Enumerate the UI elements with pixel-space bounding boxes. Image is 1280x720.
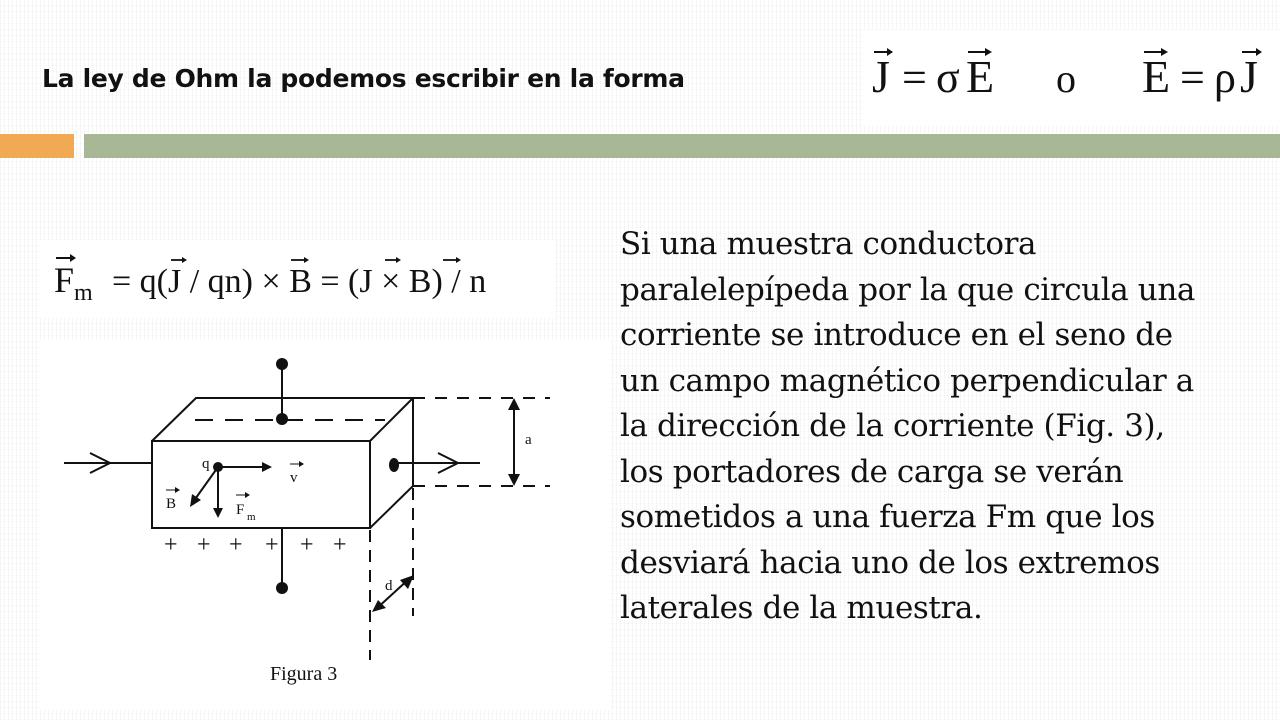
paragraph-line: desviará hacia uno de los extremos	[620, 544, 1160, 581]
vector-j2-term	[1240, 48, 1262, 102]
field-label-group	[166, 487, 180, 512]
force-letter: F	[54, 260, 75, 300]
accent-bar-orange	[0, 134, 74, 158]
top-contact-dot	[276, 413, 288, 425]
paragraph-line: corriente se introduce en el seno de	[620, 317, 1173, 353]
paragraph-line: paralelepípeda por la que circula una	[620, 271, 1196, 308]
vector-f-term	[54, 254, 93, 306]
vector-e2-term	[1142, 48, 1170, 102]
width-label: d	[385, 578, 393, 594]
force-label-group	[236, 492, 256, 523]
rho-symbol: ρ	[1214, 53, 1236, 102]
paragraph-line: un campo magnético perpendicular a	[620, 362, 1194, 399]
equals-sign: =	[902, 53, 927, 102]
magnetic-force-formula	[40, 240, 555, 318]
charge-label: q	[202, 456, 210, 472]
vector-e-term	[966, 48, 994, 102]
force-label: F	[236, 502, 245, 518]
vector-e2-letter: E	[1142, 51, 1171, 102]
paragraph-text	[620, 222, 1260, 632]
plus-sign: +	[300, 532, 314, 558]
force-arrowhead	[213, 508, 223, 518]
side-contact-dot	[389, 458, 399, 472]
ohm-law-formula	[862, 30, 1280, 126]
height-arrow-up	[508, 398, 520, 410]
accent-bar-green	[84, 134, 1280, 158]
bottom-electrode-dot	[276, 582, 288, 594]
hall-effect-figure	[40, 340, 610, 710]
force-label-subscript: m	[247, 511, 256, 523]
vector-j-term	[872, 48, 893, 102]
velocity-label-group	[290, 461, 304, 486]
force-formula-expression: = q(J / qn) × B = (J × B) / n	[112, 263, 487, 300]
block-front-face	[152, 441, 370, 528]
paragraph-line: laterales de la muestra.	[620, 590, 983, 626]
plus-sign: +	[265, 532, 279, 558]
velocity-arrowhead	[262, 462, 272, 472]
height-label: a	[525, 432, 532, 448]
field-arrowhead	[190, 494, 201, 507]
plus-sign: +	[333, 532, 347, 558]
plus-sign: +	[164, 532, 178, 558]
slide-title: La ley de Ohm la podemos escribir en la forma	[42, 64, 685, 93]
vector-j2-letter: J	[1240, 51, 1258, 102]
paragraph-line: la dirección de la corriente (Fig. 3),	[620, 408, 1165, 444]
paragraph-line: sometidos a una fuerza Fm que los	[620, 499, 1155, 535]
sigma-symbol: σ	[936, 53, 960, 102]
charge-dot	[213, 462, 223, 472]
plus-sign: +	[229, 532, 243, 558]
top-electrode-dot	[276, 358, 288, 370]
height-arrow-down	[508, 474, 520, 486]
connector-o: o	[1056, 56, 1076, 101]
paragraph-line: los portadores de carga se verán	[620, 453, 1124, 490]
force-subscript: m	[74, 280, 93, 306]
vector-j-letter: J	[872, 51, 890, 102]
field-label: B	[166, 496, 177, 512]
equals-sign-2: =	[1180, 53, 1205, 102]
width-arrow-upper	[400, 575, 414, 589]
plus-sign: +	[197, 532, 211, 558]
velocity-label: v	[290, 470, 298, 486]
paragraph-line: Si una muestra conductora	[620, 226, 1037, 262]
vector-e-letter: E	[966, 51, 995, 102]
figure-caption: Figura 3	[270, 663, 338, 685]
plus-signs-row	[164, 532, 347, 558]
field-vector	[193, 467, 218, 502]
